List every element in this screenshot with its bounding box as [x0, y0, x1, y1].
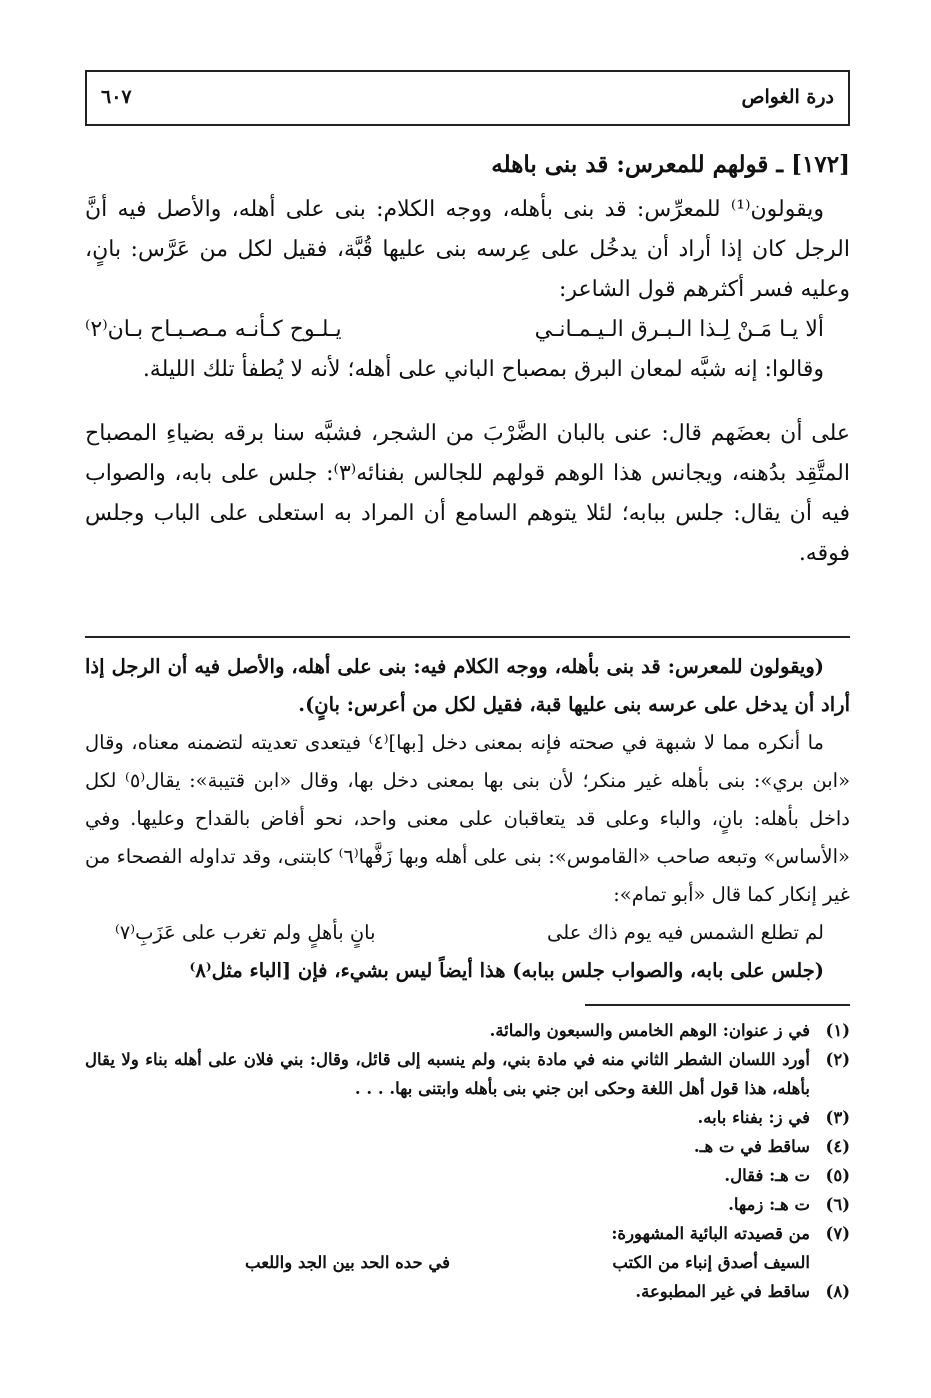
verse-second-hemistich: يـلـوح كـأنـه مـصـبـاح بـان⁽٢⁾ — [85, 317, 342, 342]
section-heading: [١٧٢] ـ قولهم للمعرس: قد بنى باهله — [491, 151, 850, 178]
footnote-item — [85, 1016, 850, 1045]
verse-first-hemistich: ألا يـا مَـنْ لِـذا الـبـرق الـيـمـانـي — [534, 317, 824, 342]
main-verse — [85, 310, 850, 350]
main-paragraph-3: على أن بعضَهم قال: عنى بالبان الضَّرْبَ من الشجر، فشبَّه سنا برقه بضياءِ المصباح المتَّقِد بدُهنه، ويجانس هذا الوهم قولهم للجالس بفنائه⁽٣⁾: جلس على بابه، والصواب فيه أن يقال: جلس ببابه؛ لئلا يتوهم السامع أن المراد به استعلى على الباب وجلس فوقه. — [85, 421, 850, 566]
footnote-number: (٥) — [825, 1166, 850, 1185]
footnote-item — [85, 1277, 850, 1306]
footnote-text: ساقط في غير المطبوعة. — [635, 1282, 810, 1301]
footnote-item — [85, 1045, 850, 1103]
main-text — [85, 190, 850, 574]
footnote-item — [85, 1219, 850, 1248]
running-header — [85, 70, 850, 126]
footnote-item — [85, 1132, 850, 1161]
footnote-item — [85, 1103, 850, 1132]
footnote-number: (٢) — [825, 1050, 850, 1069]
commentary-verse — [85, 914, 850, 952]
footnote-text: أورد اللسان الشطر الثاني منه في مادة بني، ولم ينسبه إلى قائل، وقال: بني فلان على أهله بناء ولا يقال بأهله، هذا قول أهل اللغة وحكى ابن جني بنى بأهله وابتنى بها. . . . — [85, 1050, 810, 1098]
section-divider — [85, 636, 850, 638]
commentary-verse-first: لم تطلع الشمس فيه يوم ذاك على — [546, 921, 824, 944]
footnote-text: ت هـ: فقال. — [724, 1166, 810, 1185]
footnote-number: (٨) — [825, 1282, 850, 1301]
footnote-verse-first: السيف أصدق إنباء من الكتب — [612, 1253, 810, 1272]
commentary-quote: (ويقولون للمعرس: قد بنى بأهله، ووجه الكلام فيه: بنى على أهله، والأصل فيه أن الرجل إذا أراد أن يدخل على عرسه بنى عليها قبة، فقيل لكل من أعرس: بانٍ). — [85, 655, 850, 716]
commentary-verse-second: بانٍ بأهلٍ ولم تغرب على عَزَبِ⁽٧⁾ — [115, 921, 376, 944]
footnote-item — [85, 1161, 850, 1190]
footnote-text: من قصيدته البائية المشهورة: — [611, 1224, 810, 1243]
commentary-last-line: (جلس على بابه، والصواب جلس ببابه) هذا أيضاً ليس بشيء، فإن [الباء مثل⁽٨⁾ — [189, 959, 824, 982]
footnote-number: (٣) — [825, 1108, 850, 1127]
footnote-number: (١) — [825, 1021, 850, 1040]
footnote-number: (٦) — [825, 1195, 850, 1214]
footnote-text: في ز: بفناء بابه. — [697, 1108, 810, 1127]
footnote-text: في ز عنوان: الوهم الخامس والسبعون والمائة. — [489, 1021, 810, 1040]
footnote-item — [85, 1190, 850, 1219]
footnote-number: (٧) — [825, 1224, 850, 1243]
commentary — [85, 648, 850, 990]
footnote-divider — [585, 1004, 850, 1006]
footnotes — [85, 1016, 850, 1306]
footnote-text: ساقط في ت هـ. — [693, 1137, 810, 1156]
commentary-body: ما أنكره مما لا شبهة في صحته فإنه بمعنى دخل [بها]⁽٤⁾ فيتعدى تعديته لتضمنه معناه، وقال «ابن بري»: بنى بأهله غير منكر؛ لأن بنى بها بمعنى دخل بها، وقال «ابن قتيبة»: يقال⁽٥⁾ لكل داخل بأهله: بانٍ، والباء وعلى قد يتعاقبان على معنى واحد، نحو أفاض بالقداح وعليها. وفي «الأساس» وتبعه صاحب «القاموس»: بنى على أهله وبها زَفَّها⁽٦⁾ كابتنى، وقد تداوله الفصحاء من غير إنكار كما قال «أبو تمام»: — [85, 731, 851, 906]
main-paragraph-2: وقالوا: إنه شبَّه لمعان البرق بمصباح الباني على أهله؛ لأنه لا يُطفأ تلك الليلة. — [142, 357, 824, 382]
book-title: درة الغواص — [741, 86, 834, 108]
footnote-text: ت هـ: زمها. — [728, 1195, 810, 1214]
footnote-verse-second: في حده الحد بين الجد واللعب — [245, 1253, 451, 1272]
footnote-number: (٤) — [825, 1137, 850, 1156]
page-number: ٦٠٧ — [101, 86, 132, 108]
main-paragraph-1: ويقولون⁽¹⁾ للمعرِّس: قد بنى بأهله، ووجه الكلام: بنى على أهله، والأصل فيه أنَّ الرجل كان إذا أراد أن يدخُل على عِرسه بنى عليها قُبَّة، فقيل لكل من عَرَّس: بانٍ، وعليه فسر أكثرهم قول الشاعر: — [85, 197, 850, 302]
footnote-verse — [85, 1248, 850, 1277]
